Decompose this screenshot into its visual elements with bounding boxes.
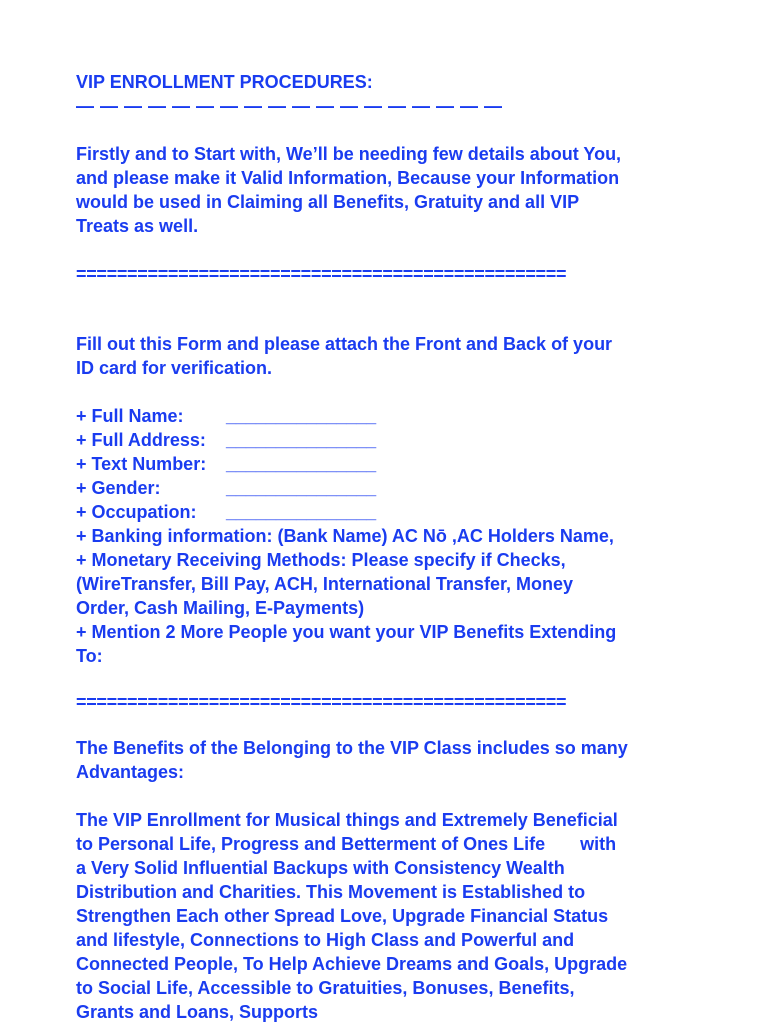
- form-extra-line: + Monetary Receiving Methods: Please specify if Checks,: [76, 550, 566, 570]
- field-blank: _______________: [226, 502, 377, 522]
- field-blank: _______________: [226, 454, 377, 474]
- benefits-intro-line: Advantages:: [76, 762, 185, 782]
- form-extra-line: Order, Cash Mailing, E-Payments): [76, 598, 365, 618]
- form-instructions: [76, 332, 612, 380]
- benefits-line: Connected People, To Help Achieve Dreams and Goals, Upgrade: [76, 954, 628, 974]
- benefits-line: Grants and Loans, Supports: [76, 1002, 319, 1022]
- benefits-intro-line: The Benefits of the Belonging to the VIP Class includes so many: [76, 738, 628, 758]
- form-field-gender: [76, 476, 616, 500]
- intro-line: and please make it Valid Information, Because your Information: [76, 168, 620, 188]
- form-field-full-name: [76, 404, 616, 428]
- separator-line: ================================================: [76, 692, 567, 712]
- title-underline-rule: — — — — — — — — — — — — — — — — — —: [76, 96, 503, 116]
- field-blank: _______________: [226, 430, 377, 450]
- intro-line: Treats as well.: [76, 216, 199, 236]
- form-field-occupation: [76, 500, 616, 524]
- instruction-line: Fill out this Form and please attach the Front and Back of your: [76, 334, 613, 354]
- intro-line: would be used in Claiming all Benefits, Gratuity and all VIP: [76, 192, 580, 212]
- benefits-line: to Social Life, Accessible to Gratuities, Bonuses, Benefits,: [76, 978, 575, 998]
- form-extra-line: To:: [76, 646, 103, 666]
- benefits-line: Strengthen Each other Spread Love, Upgrade Financial Status: [76, 906, 609, 926]
- benefits-intro-paragraph: [76, 736, 628, 784]
- benefits-line: Distribution and Charities. This Movement is Established to: [76, 882, 586, 902]
- field-label: + Full Address:: [76, 430, 206, 450]
- benefits-body-paragraph: [76, 808, 627, 1024]
- field-blank: _______________: [226, 406, 377, 426]
- enrollment-form: [76, 404, 616, 668]
- field-label: + Text Number:: [76, 454, 207, 474]
- title-text: VIP ENROLLMENT PROCEDURES:: [76, 72, 373, 92]
- separator-line: ================================================: [76, 264, 567, 284]
- intro-line: Firstly and to Start with, We’ll be needing few details about You,: [76, 144, 622, 164]
- field-label: + Gender:: [76, 478, 161, 498]
- form-extra-line: (WireTransfer, Bill Pay, ACH, International Transfer, Money: [76, 574, 573, 594]
- document-title: [76, 70, 373, 94]
- field-label: + Occupation:: [76, 502, 197, 522]
- form-field-text-number: [76, 452, 616, 476]
- field-label: + Full Name:: [76, 406, 184, 426]
- form-field-full-address: [76, 428, 616, 452]
- field-blank: _______________: [226, 478, 377, 498]
- instruction-line: ID card for verification.: [76, 358, 273, 378]
- benefits-line: The VIP Enrollment for Musical things and Extremely Beneficial: [76, 810, 618, 830]
- benefits-line: and lifestyle, Connections to High Class and Powerful and: [76, 930, 575, 950]
- benefits-line: to Personal Life, Progress and Betterment of Ones Life with: [76, 834, 617, 854]
- benefits-line: a Very Solid Influential Backups with Consistency Wealth: [76, 858, 565, 878]
- form-extra-line: + Banking information: (Bank Name) AC Nō ,AC Holders Name,: [76, 526, 614, 546]
- intro-paragraph: [76, 142, 621, 238]
- form-extra-line: + Mention 2 More People you want your VIP Benefits Extending: [76, 622, 617, 642]
